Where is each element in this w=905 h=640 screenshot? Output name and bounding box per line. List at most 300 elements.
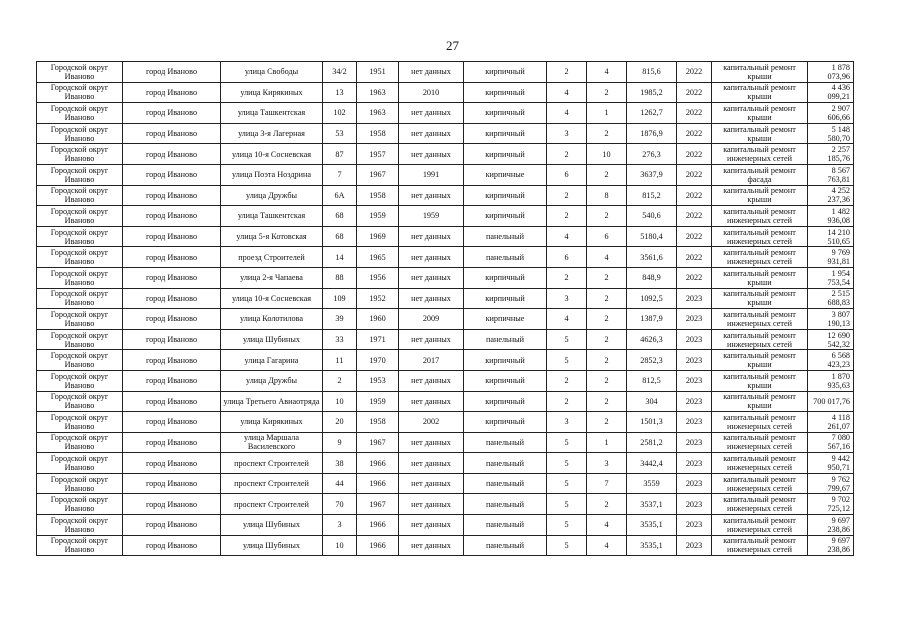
table-row xyxy=(37,453,854,474)
cell-municipality: Городской округ Иваново xyxy=(37,123,123,144)
cell-work-type: капитальный ремонт крыши xyxy=(712,62,808,83)
cell-street: проспект Строителей xyxy=(221,494,323,515)
cell-house-number: 9 xyxy=(323,432,357,453)
cell-work-type: капитальный ремонт крыши xyxy=(712,370,808,391)
cell-municipality: Городской округ Иваново xyxy=(37,473,123,494)
cell-area: 3637,9 xyxy=(627,164,677,185)
cell-floors: 5 xyxy=(547,494,587,515)
cell-build-year: 1959 xyxy=(357,206,399,227)
cell-house-number: 20 xyxy=(323,412,357,433)
cell-work-type: капитальный ремонт крыши xyxy=(712,123,808,144)
cell-entrances: 2 xyxy=(587,123,627,144)
cell-street: улица Кирякиных xyxy=(221,82,323,103)
cell-last-repair-year: нет данных xyxy=(399,247,464,268)
cell-area: 812,5 xyxy=(627,370,677,391)
cell-settlement: город Иваново xyxy=(123,206,221,227)
cell-settlement: город Иваново xyxy=(123,494,221,515)
cell-build-year: 1960 xyxy=(357,309,399,330)
cell-municipality: Городской округ Иваново xyxy=(37,391,123,412)
cell-plan-year: 2022 xyxy=(677,103,712,124)
cell-plan-year: 2022 xyxy=(677,123,712,144)
cell-wall-material: панельный xyxy=(464,535,547,556)
cell-work-type: капитальный ремонт крыши xyxy=(712,391,808,412)
cell-street: улица Третьего Авиаотряда xyxy=(221,391,323,412)
cell-build-year: 1966 xyxy=(357,453,399,474)
cell-build-year: 1963 xyxy=(357,103,399,124)
cell-settlement: город Иваново xyxy=(123,123,221,144)
cell-floors: 2 xyxy=(547,62,587,83)
cell-settlement: город Иваново xyxy=(123,329,221,350)
cell-settlement: город Иваново xyxy=(123,535,221,556)
cell-settlement: город Иваново xyxy=(123,515,221,536)
cell-wall-material: кирпичные xyxy=(464,164,547,185)
table-row xyxy=(37,288,854,309)
cell-floors: 2 xyxy=(547,185,587,206)
cell-plan-year: 2022 xyxy=(677,82,712,103)
cell-house-number: 68 xyxy=(323,206,357,227)
cell-cost: 4 252 237,36 xyxy=(808,185,854,206)
cell-last-repair-year: 1959 xyxy=(399,206,464,227)
cell-floors: 2 xyxy=(547,391,587,412)
table-row xyxy=(37,350,854,371)
cell-area: 815,6 xyxy=(627,62,677,83)
cell-floors: 2 xyxy=(547,144,587,165)
cell-build-year: 1966 xyxy=(357,535,399,556)
cell-floors: 2 xyxy=(547,267,587,288)
cell-area: 304 xyxy=(627,391,677,412)
cell-municipality: Городской округ Иваново xyxy=(37,185,123,206)
cell-plan-year: 2023 xyxy=(677,329,712,350)
cell-settlement: город Иваново xyxy=(123,370,221,391)
cell-work-type: капитальный ремонт инженерных сетей xyxy=(712,432,808,453)
cell-street: улица Шубиных xyxy=(221,329,323,350)
cell-area: 1387,9 xyxy=(627,309,677,330)
cell-last-repair-year: нет данных xyxy=(399,185,464,206)
cell-wall-material: кирпичный xyxy=(464,391,547,412)
cell-settlement: город Иваново xyxy=(123,309,221,330)
cell-cost: 2 515 688,83 xyxy=(808,288,854,309)
cell-street: улица Шубиных xyxy=(221,535,323,556)
cell-house-number: 70 xyxy=(323,494,357,515)
cell-cost: 4 118 261,07 xyxy=(808,412,854,433)
cell-entrances: 2 xyxy=(587,164,627,185)
table-row xyxy=(37,123,854,144)
cell-house-number: 39 xyxy=(323,309,357,330)
cell-settlement: город Иваново xyxy=(123,288,221,309)
cell-floors: 4 xyxy=(547,226,587,247)
cell-house-number: 68 xyxy=(323,226,357,247)
cell-municipality: Городской округ Иваново xyxy=(37,144,123,165)
table-row xyxy=(37,164,854,185)
table-row xyxy=(37,267,854,288)
cell-floors: 4 xyxy=(547,82,587,103)
cell-settlement: город Иваново xyxy=(123,350,221,371)
cell-street: улица 10-я Сосневская xyxy=(221,288,323,309)
cell-area: 1262,7 xyxy=(627,103,677,124)
cell-floors: 6 xyxy=(547,247,587,268)
cell-entrances: 2 xyxy=(587,82,627,103)
table-row xyxy=(37,226,854,247)
cell-build-year: 1963 xyxy=(357,82,399,103)
cell-municipality: Городской округ Иваново xyxy=(37,432,123,453)
cell-floors: 5 xyxy=(547,432,587,453)
table-row xyxy=(37,144,854,165)
cell-entrances: 3 xyxy=(587,453,627,474)
cell-area: 2581,2 xyxy=(627,432,677,453)
cell-last-repair-year: нет данных xyxy=(399,123,464,144)
cell-municipality: Городской округ Иваново xyxy=(37,206,123,227)
cell-house-number: 88 xyxy=(323,267,357,288)
cell-entrances: 4 xyxy=(587,247,627,268)
cell-floors: 3 xyxy=(547,412,587,433)
cell-area: 2852,3 xyxy=(627,350,677,371)
cell-cost: 2 907 606,66 xyxy=(808,103,854,124)
cell-street: улица 3-я Лагерная xyxy=(221,123,323,144)
cell-build-year: 1957 xyxy=(357,144,399,165)
cell-wall-material: панельный xyxy=(464,473,547,494)
cell-entrances: 4 xyxy=(587,62,627,83)
cell-area: 3561,6 xyxy=(627,247,677,268)
cell-area: 276,3 xyxy=(627,144,677,165)
table-row xyxy=(37,103,854,124)
cell-area: 3535,1 xyxy=(627,515,677,536)
cell-settlement: город Иваново xyxy=(123,103,221,124)
cell-municipality: Городской округ Иваново xyxy=(37,412,123,433)
cell-house-number: 2 xyxy=(323,370,357,391)
cell-cost: 8 567 763,81 xyxy=(808,164,854,185)
cell-entrances: 8 xyxy=(587,185,627,206)
cell-entrances: 1 xyxy=(587,432,627,453)
cell-street: проспект Строителей xyxy=(221,453,323,474)
table-row xyxy=(37,62,854,83)
cell-house-number: 44 xyxy=(323,473,357,494)
cell-last-repair-year: нет данных xyxy=(399,535,464,556)
cell-wall-material: кирпичный xyxy=(464,82,547,103)
cell-work-type: капитальный ремонт инженерных сетей xyxy=(712,412,808,433)
cell-street: улица Гагарина xyxy=(221,350,323,371)
table-row xyxy=(37,412,854,433)
table-row xyxy=(37,370,854,391)
cell-last-repair-year: нет данных xyxy=(399,267,464,288)
cell-area: 1092,5 xyxy=(627,288,677,309)
cell-street: улица Ташкентская xyxy=(221,103,323,124)
page-number: 27 xyxy=(446,38,459,53)
table-row xyxy=(37,391,854,412)
cell-last-repair-year: нет данных xyxy=(399,391,464,412)
cell-house-number: 34/2 xyxy=(323,62,357,83)
cell-area: 1501,3 xyxy=(627,412,677,433)
cell-street: улица Свободы xyxy=(221,62,323,83)
cell-municipality: Городской округ Иваново xyxy=(37,226,123,247)
cell-street: улица Колотилова xyxy=(221,309,323,330)
cell-wall-material: кирпичный xyxy=(464,206,547,227)
table-row xyxy=(37,473,854,494)
cell-entrances: 2 xyxy=(587,206,627,227)
cell-cost: 12 690 542,32 xyxy=(808,329,854,350)
cell-floors: 2 xyxy=(547,370,587,391)
cell-settlement: город Иваново xyxy=(123,82,221,103)
cell-last-repair-year: 1991 xyxy=(399,164,464,185)
cell-settlement: город Иваново xyxy=(123,453,221,474)
cell-street: улица 2-я Чапаева xyxy=(221,267,323,288)
cell-municipality: Городской округ Иваново xyxy=(37,82,123,103)
table-row xyxy=(37,494,854,515)
cell-municipality: Городской округ Иваново xyxy=(37,247,123,268)
table-row xyxy=(37,82,854,103)
cell-wall-material: кирпичный xyxy=(464,144,547,165)
cell-municipality: Городской округ Иваново xyxy=(37,164,123,185)
cell-street: проезд Строителей xyxy=(221,247,323,268)
cell-plan-year: 2023 xyxy=(677,288,712,309)
cell-entrances: 1 xyxy=(587,103,627,124)
cell-cost: 1 954 753,54 xyxy=(808,267,854,288)
cell-entrances: 2 xyxy=(587,288,627,309)
table-row xyxy=(37,432,854,453)
cell-municipality: Городской округ Иваново xyxy=(37,62,123,83)
cell-last-repair-year: нет данных xyxy=(399,288,464,309)
cell-settlement: город Иваново xyxy=(123,226,221,247)
cell-house-number: 6А xyxy=(323,185,357,206)
cell-last-repair-year: 2009 xyxy=(399,309,464,330)
cell-entrances: 4 xyxy=(587,535,627,556)
cell-settlement: город Иваново xyxy=(123,412,221,433)
cell-area: 848,9 xyxy=(627,267,677,288)
cell-build-year: 1951 xyxy=(357,62,399,83)
cell-work-type: капитальный ремонт инженерных сетей xyxy=(712,453,808,474)
cell-wall-material: панельный xyxy=(464,515,547,536)
cell-cost: 1 482 936,08 xyxy=(808,206,854,227)
cell-wall-material: панельный xyxy=(464,329,547,350)
cell-plan-year: 2023 xyxy=(677,473,712,494)
cell-floors: 5 xyxy=(547,453,587,474)
cell-area: 3442,4 xyxy=(627,453,677,474)
cell-plan-year: 2022 xyxy=(677,62,712,83)
table-row xyxy=(37,185,854,206)
cell-cost: 6 568 423,23 xyxy=(808,350,854,371)
cell-municipality: Городской округ Иваново xyxy=(37,494,123,515)
cell-cost: 9 702 725,12 xyxy=(808,494,854,515)
cell-build-year: 1966 xyxy=(357,515,399,536)
cell-street: улица 5-я Котовская xyxy=(221,226,323,247)
cell-house-number: 38 xyxy=(323,453,357,474)
cell-settlement: город Иваново xyxy=(123,144,221,165)
table-row xyxy=(37,309,854,330)
cell-municipality: Городской округ Иваново xyxy=(37,453,123,474)
cell-cost: 1 870 935,63 xyxy=(808,370,854,391)
cell-floors: 5 xyxy=(547,329,587,350)
cell-cost: 9 769 931,81 xyxy=(808,247,854,268)
cell-plan-year: 2023 xyxy=(677,370,712,391)
cell-cost: 9 762 799,67 xyxy=(808,473,854,494)
cell-municipality: Городской округ Иваново xyxy=(37,103,123,124)
cell-street: улица Кирякиных xyxy=(221,412,323,433)
cell-wall-material: кирпичные xyxy=(464,309,547,330)
cell-cost: 3 807 190,13 xyxy=(808,309,854,330)
cell-house-number: 87 xyxy=(323,144,357,165)
cell-plan-year: 2022 xyxy=(677,247,712,268)
cell-house-number: 11 xyxy=(323,350,357,371)
cell-cost: 5 148 580,70 xyxy=(808,123,854,144)
cell-plan-year: 2022 xyxy=(677,185,712,206)
cell-work-type: капитальный ремонт инженерных сетей xyxy=(712,473,808,494)
cell-entrances: 2 xyxy=(587,494,627,515)
cell-plan-year: 2023 xyxy=(677,350,712,371)
cell-last-repair-year: нет данных xyxy=(399,103,464,124)
cell-plan-year: 2023 xyxy=(677,535,712,556)
cell-house-number: 53 xyxy=(323,123,357,144)
cell-plan-year: 2022 xyxy=(677,164,712,185)
cell-wall-material: кирпичный xyxy=(464,103,547,124)
cell-plan-year: 2023 xyxy=(677,391,712,412)
cell-last-repair-year: нет данных xyxy=(399,329,464,350)
cell-last-repair-year: нет данных xyxy=(399,144,464,165)
cell-work-type: капитальный ремонт инженерных сетей xyxy=(712,226,808,247)
cell-entrances: 2 xyxy=(587,350,627,371)
cell-last-repair-year: 2002 xyxy=(399,412,464,433)
cell-floors: 5 xyxy=(547,515,587,536)
cell-build-year: 1956 xyxy=(357,267,399,288)
cell-plan-year: 2022 xyxy=(677,267,712,288)
cell-wall-material: кирпичный xyxy=(464,185,547,206)
table-row xyxy=(37,247,854,268)
cell-floors: 5 xyxy=(547,350,587,371)
cell-last-repair-year: нет данных xyxy=(399,453,464,474)
cell-cost: 700 017,76 xyxy=(808,391,854,412)
cell-settlement: город Иваново xyxy=(123,164,221,185)
cell-settlement: город Иваново xyxy=(123,391,221,412)
table-row xyxy=(37,515,854,536)
cell-floors: 5 xyxy=(547,473,587,494)
cell-work-type: капитальный ремонт инженерных сетей xyxy=(712,515,808,536)
cell-work-type: капитальный ремонт инженерных сетей xyxy=(712,247,808,268)
cell-cost: 9 442 950,71 xyxy=(808,453,854,474)
cell-plan-year: 2022 xyxy=(677,206,712,227)
cell-work-type: капитальный ремонт крыши xyxy=(712,267,808,288)
cell-street: улица 10-я Сосневская xyxy=(221,144,323,165)
cell-plan-year: 2023 xyxy=(677,453,712,474)
cell-cost: 14 210 510,65 xyxy=(808,226,854,247)
cell-plan-year: 2022 xyxy=(677,144,712,165)
cell-area: 5180,4 xyxy=(627,226,677,247)
cell-plan-year: 2023 xyxy=(677,494,712,515)
cell-entrances: 2 xyxy=(587,391,627,412)
cell-entrances: 10 xyxy=(587,144,627,165)
cell-house-number: 14 xyxy=(323,247,357,268)
housing-repair-table xyxy=(36,61,854,556)
cell-work-type: капитальный ремонт крыши xyxy=(712,185,808,206)
cell-area: 3535,1 xyxy=(627,535,677,556)
cell-street: улица Дружбы xyxy=(221,185,323,206)
cell-wall-material: кирпичный xyxy=(464,123,547,144)
cell-floors: 6 xyxy=(547,164,587,185)
cell-settlement: город Иваново xyxy=(123,473,221,494)
cell-wall-material: панельный xyxy=(464,432,547,453)
cell-entrances: 7 xyxy=(587,473,627,494)
cell-entrances: 6 xyxy=(587,226,627,247)
cell-settlement: город Иваново xyxy=(123,247,221,268)
cell-work-type: капитальный ремонт инженерных сетей xyxy=(712,144,808,165)
cell-entrances: 2 xyxy=(587,412,627,433)
cell-last-repair-year: нет данных xyxy=(399,473,464,494)
cell-street: улица Поэта Ноздрина xyxy=(221,164,323,185)
cell-wall-material: кирпичный xyxy=(464,267,547,288)
cell-work-type: капитальный ремонт инженерных сетей xyxy=(712,329,808,350)
cell-house-number: 13 xyxy=(323,82,357,103)
cell-build-year: 1953 xyxy=(357,370,399,391)
cell-build-year: 1959 xyxy=(357,391,399,412)
cell-area: 815,2 xyxy=(627,185,677,206)
cell-build-year: 1952 xyxy=(357,288,399,309)
cell-plan-year: 2023 xyxy=(677,515,712,536)
cell-house-number: 3 xyxy=(323,515,357,536)
table-row xyxy=(37,535,854,556)
cell-house-number: 10 xyxy=(323,535,357,556)
cell-municipality: Городской округ Иваново xyxy=(37,515,123,536)
cell-cost: 1 878 073,96 xyxy=(808,62,854,83)
cell-build-year: 1970 xyxy=(357,350,399,371)
cell-floors: 3 xyxy=(547,288,587,309)
cell-municipality: Городской округ Иваново xyxy=(37,288,123,309)
cell-work-type: капитальный ремонт инженерных сетей xyxy=(712,309,808,330)
cell-last-repair-year: 2017 xyxy=(399,350,464,371)
cell-area: 1876,9 xyxy=(627,123,677,144)
cell-work-type: капитальный ремонт фасада xyxy=(712,164,808,185)
cell-build-year: 1958 xyxy=(357,123,399,144)
cell-floors: 4 xyxy=(547,103,587,124)
cell-build-year: 1966 xyxy=(357,473,399,494)
cell-street: улица Ташкентская xyxy=(221,206,323,227)
cell-municipality: Городской округ Иваново xyxy=(37,535,123,556)
cell-entrances: 2 xyxy=(587,267,627,288)
cell-work-type: капитальный ремонт инженерных сетей xyxy=(712,206,808,227)
cell-wall-material: кирпичный xyxy=(464,350,547,371)
cell-build-year: 1969 xyxy=(357,226,399,247)
table-row xyxy=(37,206,854,227)
cell-build-year: 1967 xyxy=(357,164,399,185)
cell-plan-year: 2023 xyxy=(677,412,712,433)
cell-build-year: 1967 xyxy=(357,432,399,453)
cell-wall-material: кирпичный xyxy=(464,62,547,83)
cell-cost: 4 436 099,21 xyxy=(808,82,854,103)
cell-work-type: капитальный ремонт крыши xyxy=(712,103,808,124)
cell-settlement: город Иваново xyxy=(123,267,221,288)
cell-last-repair-year: нет данных xyxy=(399,432,464,453)
cell-work-type: капитальный ремонт крыши xyxy=(712,350,808,371)
cell-entrances: 2 xyxy=(587,370,627,391)
cell-build-year: 1958 xyxy=(357,412,399,433)
cell-floors: 2 xyxy=(547,206,587,227)
cell-floors: 4 xyxy=(547,309,587,330)
cell-plan-year: 2023 xyxy=(677,432,712,453)
cell-build-year: 1967 xyxy=(357,494,399,515)
cell-house-number: 33 xyxy=(323,329,357,350)
cell-last-repair-year: нет данных xyxy=(399,62,464,83)
cell-wall-material: панельный xyxy=(464,453,547,474)
cell-house-number: 102 xyxy=(323,103,357,124)
cell-street: улица Шубиных xyxy=(221,515,323,536)
cell-house-number: 7 xyxy=(323,164,357,185)
cell-entrances: 4 xyxy=(587,515,627,536)
cell-area: 540,6 xyxy=(627,206,677,227)
cell-last-repair-year: нет данных xyxy=(399,494,464,515)
cell-entrances: 2 xyxy=(587,329,627,350)
cell-build-year: 1965 xyxy=(357,247,399,268)
cell-wall-material: кирпичный xyxy=(464,370,547,391)
cell-wall-material: кирпичный xyxy=(464,412,547,433)
cell-cost: 9 697 238,86 xyxy=(808,535,854,556)
cell-entrances: 2 xyxy=(587,309,627,330)
cell-cost: 7 080 567,16 xyxy=(808,432,854,453)
